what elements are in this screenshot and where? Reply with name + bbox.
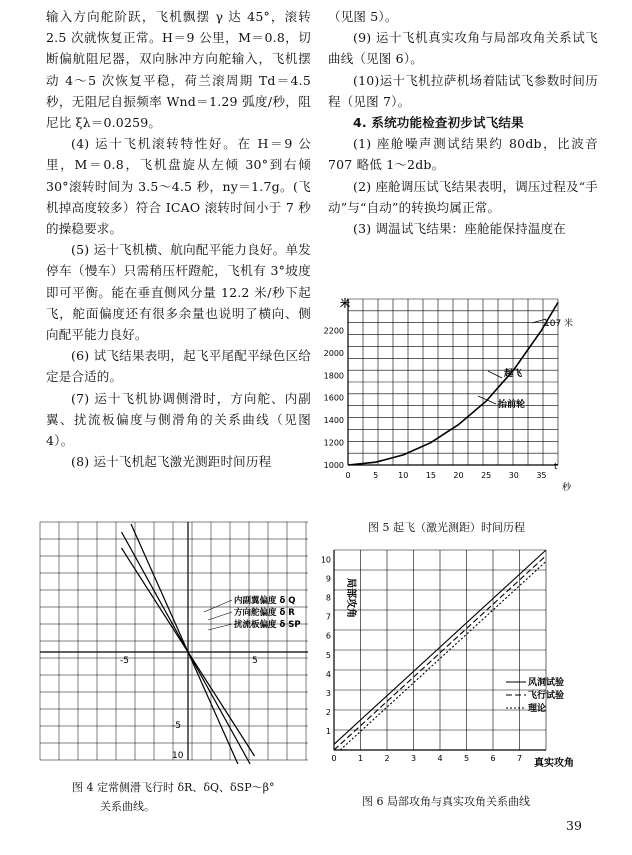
legend-leader xyxy=(208,612,232,620)
annotation-label: 107 米 xyxy=(544,319,574,329)
paragraph: (1) 座舱噪声测试结果约 80db，比波音 707 略低 1～2db。 xyxy=(328,136,598,173)
figure-6-chart xyxy=(320,540,582,768)
x-tick-label: 0 xyxy=(331,754,337,763)
annotation-label: 起飞 xyxy=(504,369,523,379)
x-axis-label: 真实攻角 xyxy=(534,758,574,768)
tick-label: -5 xyxy=(172,721,181,731)
x-tick-label: 6 xyxy=(490,754,496,763)
page-number: 39 xyxy=(566,818,582,833)
y-tick-label: 1200 xyxy=(323,438,344,448)
y-tick-label: 4 xyxy=(325,669,331,679)
x-tick-label: 30 xyxy=(508,471,519,480)
paragraph: (8) 运十飞机起飞激光测距时间历程 xyxy=(71,454,272,470)
y-axis-unit: 米 xyxy=(340,299,350,310)
x-axis-unit: 秒 xyxy=(562,483,572,493)
section-heading: 4. 系统功能检查初步试飞结果 xyxy=(353,115,524,131)
paragraph: (5) 运十飞机横、航向配平能力良好。单发停车（慢车）只需稍压杆蹬舵，飞机有 3°坡度即可平衡。能在垂直侧风分量 12.2 米/秒下起飞，舵面偏度还有很多余量也说明了横向、侧向配平能力良好。 xyxy=(46,242,311,343)
y-tick-label: 2200 xyxy=(323,326,344,336)
series-line-theory xyxy=(340,561,546,750)
x-tick-label: 2 xyxy=(384,754,390,763)
paragraph: (2) 座舱调压试飞结果表明，调压过程及“手动”与“自动”的转换均属正常。 xyxy=(328,178,598,215)
y-tick-label: 10 xyxy=(320,555,331,565)
paragraph: (3) 调温试飞结果：座舱能保持温度在 xyxy=(353,221,566,237)
annotation-leader xyxy=(478,396,496,404)
paragraph: （见图 5）。 xyxy=(328,9,398,24)
y-tick-labels xyxy=(321,556,331,736)
chart-grid xyxy=(348,299,558,465)
paragraph: (4) 运十飞机滚转特性好。在 H＝9 公里，M＝0.8，飞机盘旋从左倾 30°到右倾 30°滚转时间为 3.5～4.5 秒，ny＝1.7g。(飞机掉高度较多）符合 ICAO 滚转时间小于 7 秒的操稳要求。 xyxy=(46,136,311,237)
x-tick-label: 3 xyxy=(410,754,417,763)
legend xyxy=(506,676,564,714)
paragraph: (9) 运十飞机真实攻角与局部攻角关系试飞曲线（见图 6）。 xyxy=(328,30,598,67)
y-tick-label: 6 xyxy=(325,631,331,641)
x-tick-label: 7 xyxy=(516,754,523,763)
figure-4-caption xyxy=(72,778,274,816)
figure-5-caption: 图 5 起飞（激光测距）时间历程 xyxy=(368,521,525,534)
y-tick-label: 1600 xyxy=(323,393,344,403)
x-tick-labels xyxy=(331,754,522,763)
legend-entry: 飞行试验 xyxy=(528,691,565,701)
left-text-column xyxy=(46,6,311,472)
x-axis-symbol: t xyxy=(554,462,558,472)
paragraph: 输入方向舵阶跃，飞机飘摆 γ 达 45°，滚转 2.5 次就恢复正常。H＝9 公里，M＝0.8，切断偏航阻尼器，双向脉冲方向舵输入，飞机摆动 4～5 次恢复平稳，荷兰滚周期 Td＝4.5 秒，无阻尼自振频率 Wnd＝1.29 弧度/秒，阻尼比 ξλ＝0.0259。 xyxy=(46,9,311,131)
tick-label: 5 xyxy=(252,656,258,666)
caption-line: 关系曲线。 xyxy=(100,800,155,813)
tick-label: -5 xyxy=(120,656,129,666)
x-tick-label: 15 xyxy=(425,471,436,480)
legend-entry: 内副翼偏度 δ Q xyxy=(234,596,296,606)
figure-6-caption: 图 6 局部攻角与真实攻角关系曲线 xyxy=(362,795,530,808)
paragraph: (7) 运十飞机协调侧滑时，方向舵、内副翼、扰流板偏度与侧滑角的关系曲线（见图 4）。 xyxy=(46,390,311,449)
x-tick-label: 5 xyxy=(373,471,379,480)
x-tick-label: 25 xyxy=(481,471,492,480)
y-tick-label: 1400 xyxy=(323,416,344,426)
x-tick-label: 4 xyxy=(437,754,443,763)
paragraph: (10)运十飞机拉萨机场着陆试飞参数时间历程（见图 7）。 xyxy=(328,72,598,109)
right-text-column xyxy=(328,6,598,239)
x-tick-label: 1 xyxy=(357,754,364,763)
x-tick-label: 10 xyxy=(398,471,409,480)
figure-5-chart xyxy=(318,285,580,495)
annotation-leader xyxy=(488,371,502,378)
x-tick-label: 20 xyxy=(453,471,464,480)
x-tick-labels xyxy=(345,471,546,480)
annotation-label: 抬前轮 xyxy=(498,400,526,410)
x-tick-label: 0 xyxy=(345,471,351,480)
chart-grid xyxy=(334,550,546,750)
legend-entry: 理论 xyxy=(528,704,547,714)
x-tick-label: 5 xyxy=(463,754,470,763)
y-tick-label: 1000 xyxy=(323,461,344,470)
y-tick-label: 9 xyxy=(325,574,331,584)
y-tick-label: 3 xyxy=(325,688,331,698)
y-tick-label: 1800 xyxy=(323,371,344,381)
y-tick-label: 7 xyxy=(325,612,331,622)
legend-entry: 扰流板偏度 δ SP xyxy=(234,620,301,630)
y-tick-label: 1 xyxy=(325,726,331,736)
legend-leader xyxy=(208,624,232,630)
y-tick-label: 2 xyxy=(325,707,331,717)
legend-leader xyxy=(204,600,232,612)
y-axis-label: 局部攻角 xyxy=(345,578,356,618)
y-tick-label: 8 xyxy=(325,593,331,603)
caption-line: 图 4 定常侧滑飞行时 δR、δQ、δSP～β° xyxy=(72,781,275,794)
y-tick-labels xyxy=(324,326,344,470)
x-tick-label: 35 xyxy=(536,471,547,480)
tick-label: 10 xyxy=(172,751,184,761)
y-tick-label: 2000 xyxy=(323,348,344,358)
figure-4-chart xyxy=(36,512,312,764)
legend-entry: 风洞试验 xyxy=(528,678,565,688)
paragraph: (6) 试飞结果表明，起飞平尾配平绿色区给定是合适的。 xyxy=(46,348,311,385)
legend-entry: 方向舵偏度 δ R xyxy=(234,608,295,618)
y-tick-label: 5 xyxy=(325,650,331,660)
